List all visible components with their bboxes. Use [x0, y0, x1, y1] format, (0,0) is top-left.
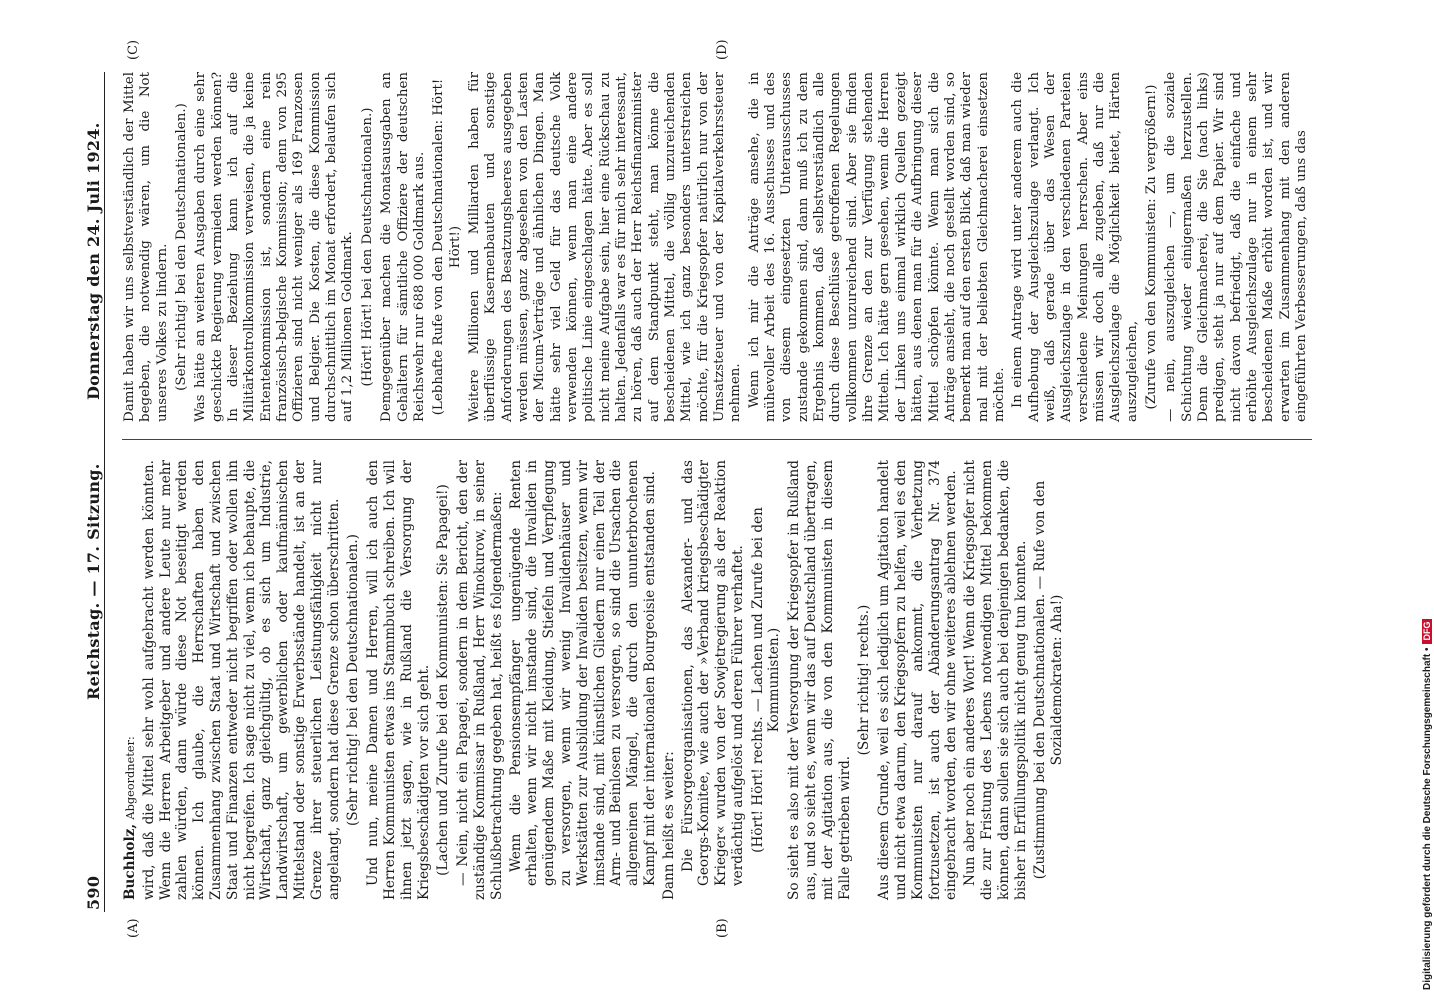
paragraph: — nein, auszugleichen —, um die soziale Schichtung wieder einigermaßen herzustellen. Denn die Gleichmacherei, die Sie (nach links) predigen, steht ja nur auf dem Papier. Wir sind nicht davon befriedigt, daß die einfache und erhöhte Ausgleichszulage nur in einem sehr bescheidenen Maße erhöht worden ist, und wir erwarten im Zusammenhang mit den anderen eingeführten Verbesserungen, daß uns das [1163, 72, 1310, 422]
paragraph: — Nein, nicht ein Papagei, sondern in dem Bericht, den der zuständige Kommissar in Rußland, Herr Winokurow, in seiner Schlußbetrachtung gegeben hat, heißt es folgendermaßen: [455, 460, 505, 900]
interjection: (Sehr richtig! bei den Deutschnationalen.) [345, 534, 362, 826]
paragraph: Damit haben wir uns selbstverständlich der Mittel begeben, die notwendig wären, um die Not unseres Volkes zu lindern. [122, 72, 170, 422]
speaker-name: Buchholz, [122, 823, 138, 900]
dfg-logo: DFG [1422, 619, 1432, 644]
left-column [122, 460, 1069, 900]
paragraph: In einem Antrage wird unter anderem auch die Aufhebung der Ausgleichszulage verlangt. Ich weiß, daß gerade über das Wesen der Ausgleichszulage in den verschiedenen Parteien verschiedene Meinungen herrschen. Aber eins müssen wir doch alle zugeben, daß nur die Ausgleichszulage die Möglichkeit bietet, Härten auszugleichen, [1010, 72, 1140, 422]
paragraph: So sieht es also mit der Versorgung der Kriegsopfer in Rußland aus, und so sieht es, wenn wir das auf Deutschland übertragen, mit der Agitation aus, die von den Kommunisten in diesem Falle getrieben wird. [786, 460, 853, 900]
margin-mark-a: (A) [126, 918, 141, 938]
interjection: (Sehr richtig! bei den Deutschnationalen.) [174, 103, 190, 391]
digitization-note [1418, 10, 1434, 990]
interjection: (Lachen und Zurufe bei den Kommunisten: Sie Papagei!) [435, 484, 452, 876]
paragraph: Weitere Millionen und Milliarden haben für überflüssige Kasernenbauten und sonstige Anforderungen des Besatzungsheeres ausgegeben werden müssen, ganz abgesehen von den Lasten der Micum-Verträge und ähnlichen Dingen. Man hätte sehr viel Geld für das deutsche Volk verwenden können, wenn man eine andere politische Linie eingeschlagen hätte. Aber es soll nicht meine Aufgabe sein, hier eine Rückschau zu halten. Jedenfalls war es für mich sehr interessant, zu hören, daß auch der Herr Reichsfinanzminister auf dem Standpunkt steht, man könne die bescheidenen Mittel, die völlig unzureichenden Mittel, wie ich ganz besonders unterstreichen möchte, für die Kriegsopfer natürlich nur von der Umsatzsteuer und von der Kapitalverkehrssteuer nehmen. [466, 72, 744, 422]
speaker-role: Abgeordneter: [123, 736, 137, 820]
paragraph: Und nun, meine Damen und Herren, will ich auch den Herren Kommunisten etwas ins Stammbuch schreiben. Ich will ihnen jetzt sagen, wie in Rußland die Versorgung der Kriegsbeschädigten vor sich geht. [365, 460, 432, 900]
speech-opening [122, 460, 139, 900]
interjection: (Hört! Hört! rechts. — Lachen und Zurufe bei den Kommunisten.) [749, 507, 783, 853]
paragraph: Aus diesem Grunde, weil es sich lediglich um Agitation handelt und nicht etwa darum, den Kriegsopfern zu helfen, weil es den Kommunisten nur darauf ankommt, die Verhetzung fortzusetzen, ist auch der Abänderungsantrag Nr. 374 eingebracht worden, den wir ohne weiteres ablehnen werden. [876, 460, 960, 900]
margin-mark-c: (C) [126, 39, 141, 60]
interjection: (Sehr richtig! rechts.) [856, 604, 873, 756]
digitization-text-line [1422, 10, 1434, 990]
paragraph: Was hätte an weiteren Ausgaben durch eine sehr geschickte Regierung vermieden werden können? In dieser Beziehung kann ich auf die Militärkontrollkommission verweisen, die ja keine Ententekommission ist, sondern eine rein französisch-belgische Kommission; denn von 295 Offizieren sind nicht weniger als 169 Franzosen und Belgier. Die Kosten, die diese Kommission durchschnittlich im Monat erfordert, belaufen sich auf 1,2 Millionen Goldmark. [193, 72, 356, 422]
paragraph: Demgegenüber machen die Monatsausgaben an Gehältern für sämtliche Offiziere der deutschen Reichswehr nur 688 000 Goldmark aus. [379, 72, 427, 422]
digitization-text: Digitalisierung gefördert durch die Deutsche Forschungsgemeinschaft • [1422, 647, 1433, 990]
margin-mark-b: (B) [715, 918, 730, 938]
interjection: (Lebhafte Rufe von den Deutschnationalen: Hört! Hört!) [431, 78, 463, 416]
paragraph: Dann heißt es weiter: [660, 751, 677, 900]
quotation: Wenn die Pensionsempfänger ungenügende Renten erhalten, wenn wir nicht imstande sind, die Invaliden in genügendem Maße mit Kleidung, Stiefeln und Verpflegung zu versorgen, wenn wir wenig Invalidenhäuser und Werkstätten zur Ausbildung der Invaliden besitzen, wenn wir imstande sind, mit künstlichen Gliedern nur einen Teil der Arm- und Beinlosen zu versorgen, so sind die Ursachen die allgemeinen Mängel, die durch den ununterbrochenen Kampf mit der internationalen Bourgeoisie entstanden sind. [507, 460, 658, 886]
page-number: 590 [84, 875, 103, 910]
interjection: (Zustimmung bei den Deutschnationalen. — Rufe von den Sozialdemokraten: Aha!) [1032, 480, 1066, 880]
session-date: Donnerstag den 24. Juli 1924. [84, 122, 103, 400]
quotation: Die Fürsorgeorganisationen, das Alexander- und das Georgs-Komitee, wie auch der »Verband kriegsbeschädigter Krieger« wurden von der Sowjetregierung als der Reaktion verdächtig aufgelöst und deren Führer verhaftet. [679, 460, 746, 886]
interjection: (Zurufe von den Kommunisten: Zu vergrößern!) [1143, 84, 1159, 410]
paragraph: Nun aber noch ein anderes Wort! Wenn die Kriegsopfer nicht die zur Fristung des Lebens notwendigen Mittel bekommen können, dann sollen sie sich auch bei denjenigen bedanken, die bisher in Erfüllungspolitik nicht genug tun konnten. [962, 460, 1029, 900]
right-column [122, 72, 1312, 422]
paragraph: wird, daß die Mittel sehr wohl aufgebracht werden könnten. Wenn die Herren Arbeitgeber und andere Leute nur mehr zahlen würden, dann würde diese Not beseitigt werden können. Ich glaube, die Herrschaften haben den Zusammenhang zwischen Staat und Wirtschaft und zwischen Staat und Finanzen entweder nicht begriffen oder wollen ihn nicht begreifen. Ich sage nicht zu viel, wenn ich behaupte, die Wirtschaft, ganz gleichgültig, ob es sich um Industrie, Landwirtschaft, um gewerblichen oder kaufmännischen Mittelstand oder sonstige Erwerbsstände handelt, ist an der Grenze ihrer steuerlichen Leistungsfähigkeit nicht nur angelangt, sondern hat diese Grenze schon überschritten. [140, 460, 342, 900]
margin-mark-d: (D) [715, 39, 730, 60]
header-rule [104, 72, 105, 912]
session-title: Reichstag. — 17. Sitzung. [84, 463, 103, 700]
interjection: (Hört! Hört! bei den Deutschnationalen.) [359, 107, 375, 387]
column-divider [122, 439, 1312, 440]
paragraph: Wenn ich mir die Anträge ansehe, die in mühevoller Arbeit des 16. Ausschusses und des von diesem eingesetzten Unterausschusses zustande gekommen sind, dann muß ich zu dem Ergebnis kommen, daß selbstverständlich alle durch diese Beschlüsse getroffenen Regelungen vollkommen unzureichend sind. Aber sie finden ihre Grenze an den zur Verfügung stehenden Mitteln. Ich hätte gern gesehen, wenn die Herren der Linken uns einmal wirklich Quellen gezeigt hätten, aus denen man für die Aufbringung dieser Mittel schöpfen könnte. Wenn man sich die Anträge ansieht, die noch gestellt worden sind, so bemerkt man auf den ersten Blick, daß man wieder mal mit der beliebten Gleichmacherei einsetzen möchte. [746, 72, 1007, 422]
